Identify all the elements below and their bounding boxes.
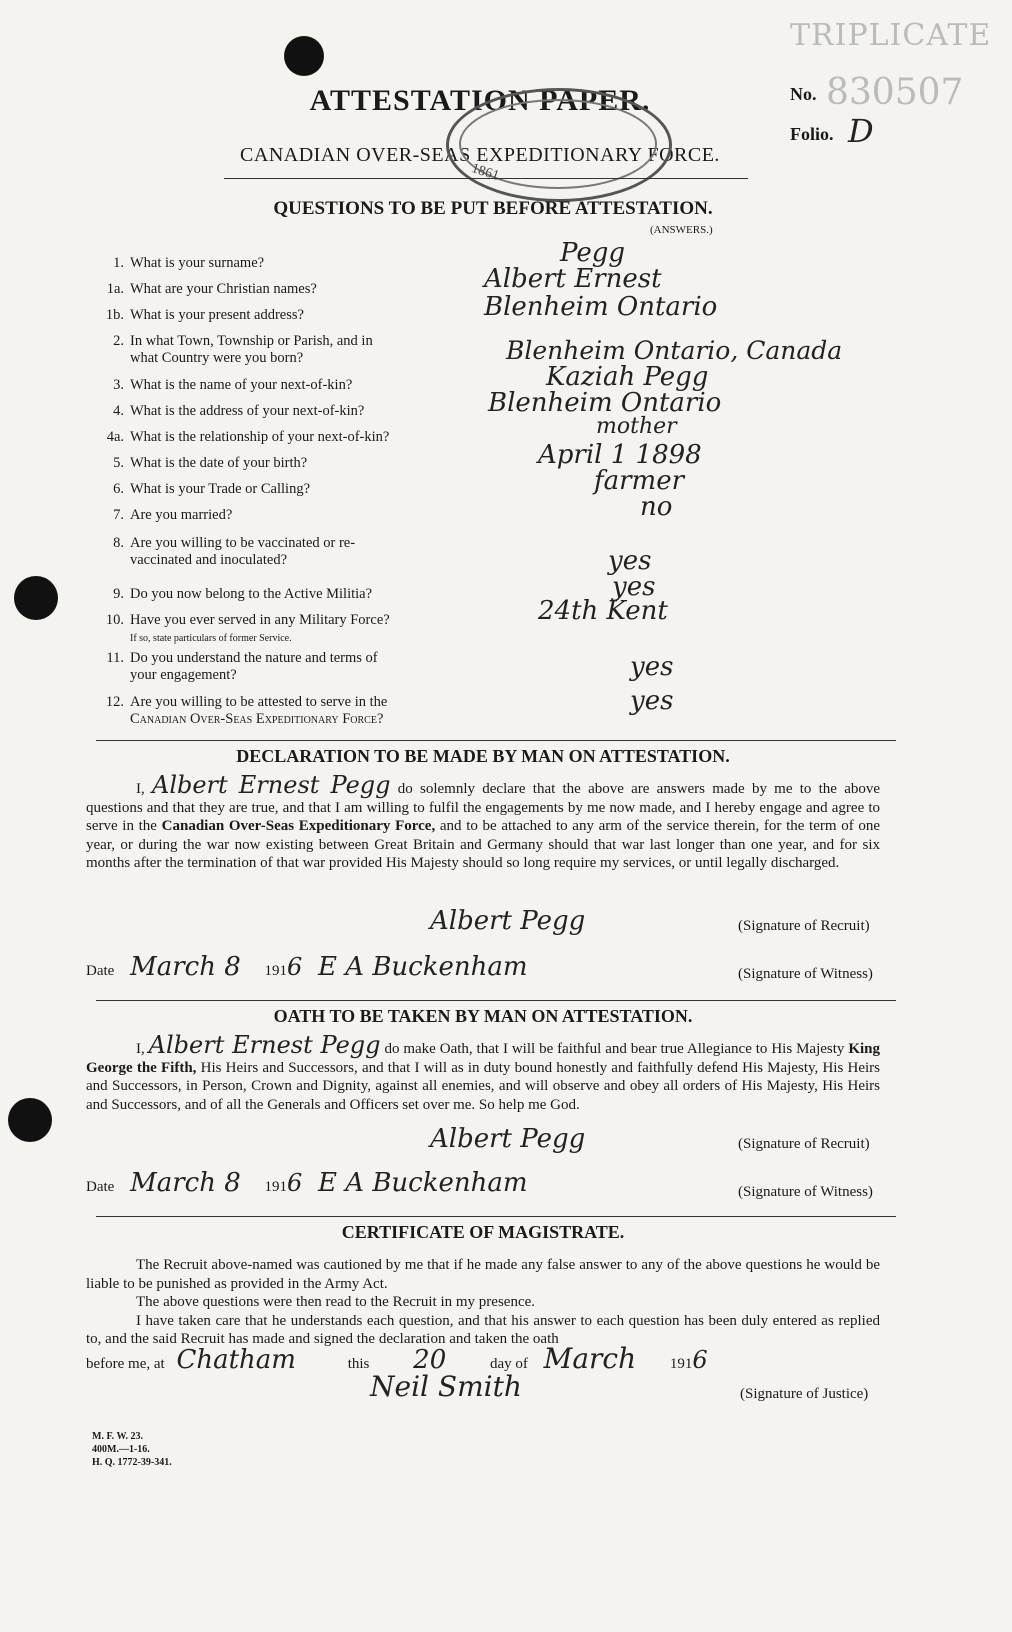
oath-rule [96,1216,896,1217]
answer-militia: yes [612,572,656,602]
binder-hole-top [284,36,324,76]
binder-hole-left-upper [14,576,58,620]
declaration-date-row: Date March 8 1916 E A Buckenham [86,952,528,982]
certificate-month: March [543,1342,637,1375]
question-4a: 4a. What is the relationship of your next-of-kin? [106,429,390,445]
question-11: 11. Do you understand the nature and terms of your engagement? [106,650,378,683]
answer-birth-date: April 1 1898 [538,440,702,470]
question-3: 3. What is the name of your next-of-kin? [113,377,353,393]
questions-heading: QUESTIONS TO BE PUT BEFORE ATTESTATION. [273,198,713,219]
page-title: ATTESTATION PAPER. [309,84,651,117]
oath-text: I, Albert Ernest Pegg do make Oath, that I will be faithful and bear true Allegiance to His Majesty King George the Fifth, His Heirs and Successors, and that I will as in duty bound honestly and faithfully defend His Majesty, His Heirs and Successors, in Person, Crown and Dignity, against all enemies, and will observe and obey all orders of His Majesty, His Heirs and Successors, and of all the Generals and Officers set over me. So help me God. [86,1031,880,1113]
triplicate-stamp: TRIPLICATE [790,18,992,53]
oath-heading: OATH TO BE TAKEN BY MAN ON ATTESTATION. [273,1006,693,1026]
justice-signature: Neil Smith [370,1370,522,1403]
declaration-heading: DECLARATION TO BE MADE BY MAN ON ATTESTATION. [236,746,730,766]
question-9: 9. Do you now belong to the Active Militia? [113,586,373,602]
certificate-heading: CERTIFICATE OF MAGISTRATE. [341,1222,625,1242]
answer-next-of-kin: Kaziah Pegg [546,362,709,392]
answer-trade: farmer [594,466,685,496]
question-10: 10. Have you ever served in any Military Force? If so, state particulars of former Service. [105,612,390,644]
number-label: No. [790,84,817,104]
question-2: 2. In what Town, Township or Parish, and in what Country were you born? [113,333,373,366]
answers-label: (ANSWERS.) [650,224,713,236]
binder-hole-left-lower [8,1098,52,1142]
question-12: 12. Are you willing to be attested to serve in the Canadian Over-Seas Expeditionary Force? [105,694,388,727]
justice-label: (Signature of Justice) [740,1386,869,1402]
oath-date: March 8 [130,1168,241,1198]
question-7: 7. Are you married? [113,507,233,523]
declaration-witness-signature: E A Buckenham [318,952,528,982]
certificate-day: 20 [413,1345,447,1375]
oath-recruit-signature: Albert Pegg [430,1124,586,1154]
header-rule [224,178,748,179]
form-code: M. F. W. 23. 400M.—1-16. H. Q. 1772-39-341. [92,1431,172,1468]
page-subtitle: CANADIAN OVER-SEAS EXPEDITIONARY FORCE. [240,144,720,166]
certificate-before-row: before me, at Chatham this 20 day of March 1916 [86,1342,708,1375]
declaration-text: I, Albert Ernest Pegg do solemnly declare that the above are answers made by me to the above questions and that they are true, and that I am willing to fulfil the engagements by me now made, and I hereby engage and agree to serve in the Canadian Over-Seas Expeditionary Force, and to be attached to any arm of the service therein, for the term of one year, or during the war now existing between Great Britain and Germany should that war last longer than one year, and for six months after the termination of that war provided His Majesty should so long require my services, or until legally discharged. [86,771,881,872]
seal-text: 1861 [469,161,501,184]
question-6: 6. What is your Trade or Calling? [113,481,311,497]
folio-value: D [848,112,874,150]
answer-vaccinated: yes [608,546,652,576]
answer-birthplace: Blenheim Ontario, Canada [506,336,843,365]
answer-understand-terms: yes [630,652,674,682]
answer-address: Blenheim Ontario [484,292,718,322]
answer-christian-names: Albert Ernest [484,264,662,294]
answer-married: no [640,492,673,522]
answer-willing-to-serve: yes [630,686,674,716]
certificate-text: The Recruit above-named was cautioned by me that if he made any false answer to any of the above questions he would be liable to be punished as provided in the Army Act. The above questions were then read to the Recruit in my presence. I have taken care that he understands each question, and that his answer to each question has been duly entered as replied to, and the said Recruit has made and signed the declaration and taken the oath [86,1257,880,1348]
question-1b: 1b. What is your present address? [105,307,304,323]
declaration-recruit-signature: Albert Pegg [430,906,586,936]
declaration-rule [96,1000,896,1001]
oath-recruit-label: (Signature of Recruit) [738,1136,870,1152]
folio-label: Folio. [790,124,834,144]
answer-military-service: 24th Kent [538,596,668,626]
declaration-witness-label: (Signature of Witness) [738,966,873,982]
seal-stamp [446,88,672,202]
declaration-name: Albert Ernest Pegg [151,771,391,799]
number-value: 830507 [826,72,964,113]
oath-witness-label: (Signature of Witness) [738,1184,873,1200]
question-8: 8. Are you willing to be vaccinated or re- vaccinated and inoculated? [113,535,356,568]
declaration-recruit-label: (Signature of Recruit) [738,918,870,934]
questions-rule [96,740,896,741]
answer-surname: Pegg [560,238,625,268]
oath-date-row: Date March 8 1916 E A Buckenham [86,1168,528,1198]
question-1a: 1a. What are your Christian names? [106,281,317,297]
certificate-place: Chatham [176,1345,296,1375]
question-4: 4. What is the address of your next-of-kin? [113,403,365,419]
oath-name: Albert Ernest Pegg [148,1031,381,1059]
question-5: 5. What is the date of your birth? [113,455,308,471]
declaration-date: March 8 [130,952,241,982]
question-1: 1. What is your surname? [113,255,265,271]
oath-witness-signature: E A Buckenham [318,1168,528,1198]
answer-relationship: mother [596,414,677,439]
answer-next-of-kin-address: Blenheim Ontario [488,388,722,418]
